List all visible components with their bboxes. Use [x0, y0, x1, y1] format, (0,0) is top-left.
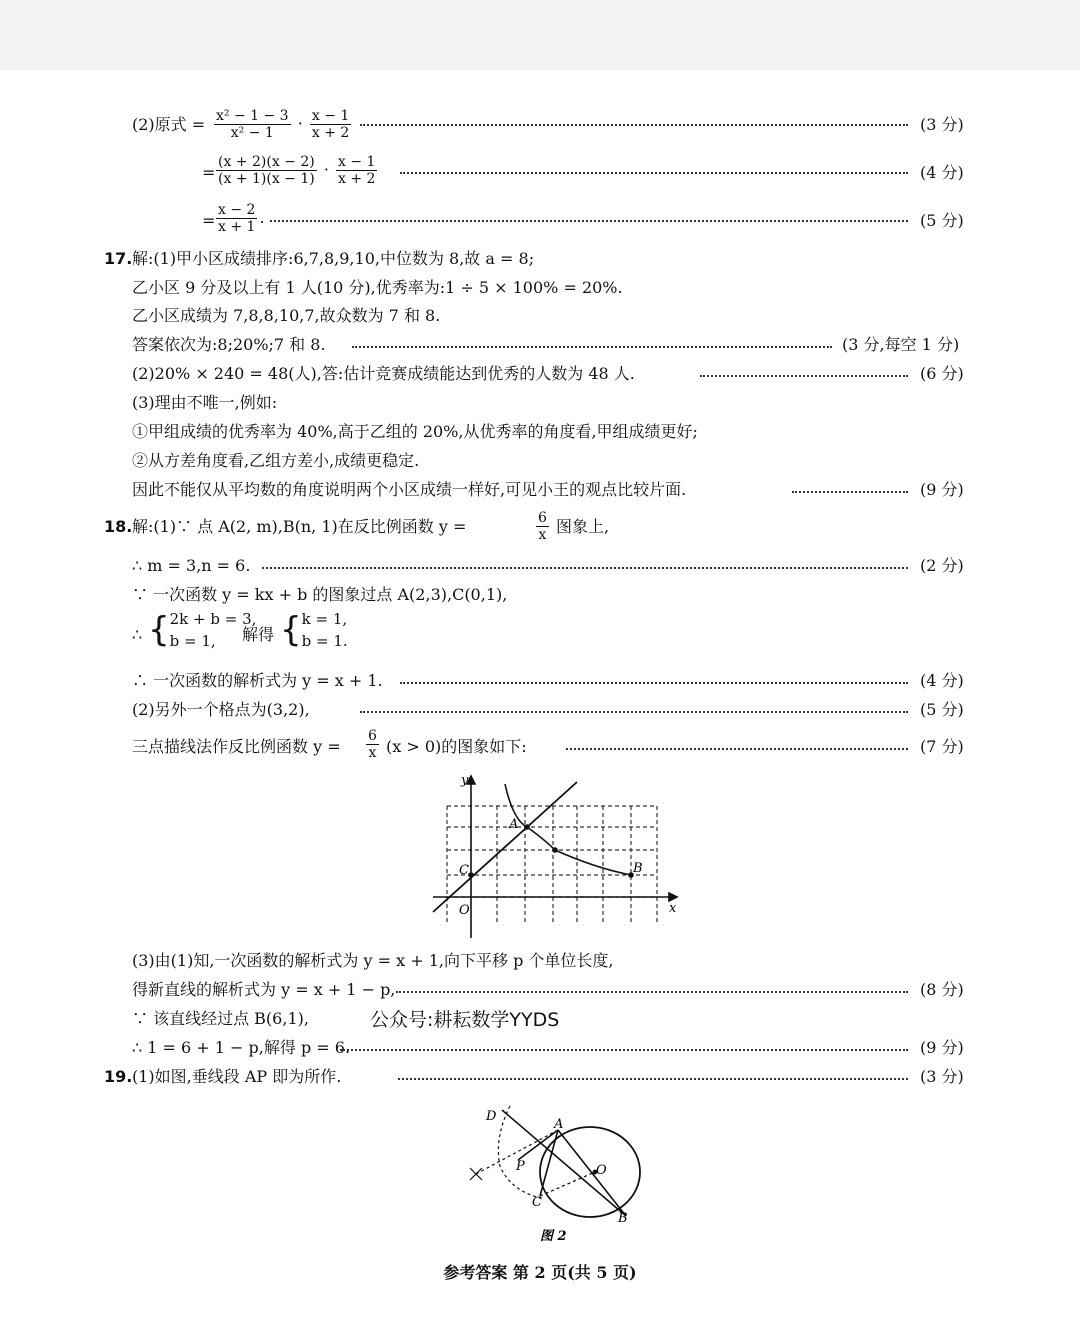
p18-line4: ∴ {2k + b = 3, b = 1, 解得 {k = 1, b = 1. [132, 610, 348, 650]
y-axis-label: y [461, 773, 469, 788]
fraction: $\frac{x - 1}{x + 2}$ [338, 154, 376, 187]
brace-icon: { [280, 610, 302, 650]
leader-dots [398, 1078, 908, 1080]
x-axis-label: x [669, 901, 677, 916]
p16-prefix: (2)原式 = [132, 115, 206, 134]
label-A: A [554, 1117, 564, 1132]
leader-dots [792, 491, 908, 493]
score: (9 分) [920, 480, 964, 499]
score: (7 分) [920, 737, 964, 756]
page-footer: 参考答案 第 2 页(共 5 页) [443, 1263, 637, 1282]
equation-system: {2k + b = 3, b = 1, [148, 610, 257, 650]
leader-dots [352, 346, 832, 348]
line-y-x-plus-1 [433, 782, 577, 912]
answer-page: (2)原式 = $\frac{\text{x² − 1 − 3}}{\text{x² − 1}}$ · $\frac{x - 1}{x + 2}$ (3 分) = $\frac{(x + 2)(x - 2)}{(x + 1)(x - 1)}$ · $\frac{x - 1}{x + 2}$ (4 分) = $\frac{x - 2}{x + 1}$ . (5 分) 17. 解:(1)甲小区成绩排序:6,7,8,9,10,中位数为 8,故 a = 8; 乙小区 9 分及以上有 1 人(10 分),优秀率为:1 ÷ 5 × 100% = 20%. 乙小区成绩为 7,8,8,10,7,故众数为 7 和 8. 答案依次为:8;20%;7 和 8. (3 分,每空 1 分) (2)20% × 240 = 48(人),答:估计竞赛成绩能达到优秀的人数为 48 人. (6 分) (3)理由不唯一,例如: ①甲组成绩的优秀率为 40%,高于乙组的 20%,从优秀率的角度看,甲组成绩更好; ②从方差角度看,乙组方差小,成绩更稳定. 因此不能仅从平均数的角度说明两个小区成绩一样好,可见小王的观点比较片面. (9 分) 18. 解:(1)∵ 点 A(2, m),B(n, 1)在反比例函数 y = $\frac{6}{x}$ 图象上, ∴ m = 3,n = 6. (2 分) ∵ 一次函数 y = kx + b 的图象过点 A(2,3),C(0,1), ∴ {2k + b = 3, b = 1, 解得 {k = 1, b = 1. ∴ 一次函数的解析式为 y = x + 1. (4 分) (2)另外一个格点为(3,2), (5 分) 三点描线法作反比例函数 y = $\frac{6}{x}$ (x > 0)的图象如下: (7 分) y x O A B C (3)由(1)知,一次函数的解析式为 y = x + 1,向下平移 p 个单位长度, 得新直线的解析式为 y = x + 1 − p, (8 分) ∵ 该直线经过点 B(6,1), 公众号:耕耘数学YYDS ∴ 1 = 6 + 1 − p,解得 p = 6. (9 分) 19. (1)如图,垂线段 AP 即为所作. (3 分) D A P O C B 图 2 参考答案 第 2 页(共 5 页) [0, 0, 1080, 1344]
question-number: 18. [104, 517, 133, 536]
top-margin [0, 0, 1080, 70]
segment-AP [518, 1130, 558, 1160]
cross-mark-icon [470, 1168, 482, 1180]
brace-icon: { [148, 610, 170, 650]
point-3-2 [552, 847, 558, 853]
segment-CO [540, 1172, 595, 1196]
figure-caption: 图 2 [540, 1229, 567, 1244]
point-C-label: C [459, 863, 469, 878]
label-B: B [618, 1211, 628, 1226]
score: (9 分) [920, 1038, 964, 1057]
score: (8 分) [920, 980, 964, 999]
fraction: $\frac{6}{x}$ [538, 510, 547, 543]
score: (5 分) [920, 700, 964, 719]
leader-dots [340, 1049, 908, 1051]
fraction: $\frac{x - 2}{x + 1}$ [218, 202, 256, 235]
leader-dots [566, 748, 908, 750]
p16-expr3: $\frac{x - 2}{x + 1}$ . [218, 202, 265, 235]
question-number: 17. [104, 249, 133, 268]
label-C: C [532, 1195, 542, 1210]
point-C [468, 872, 474, 878]
point-A-label: A [509, 817, 519, 832]
fraction: $\frac{(x + 2)(x - 2)}{(x + 1)(x - 1)}$ [218, 154, 315, 187]
segment-AC [540, 1130, 558, 1196]
leader-dots [400, 682, 908, 684]
score: (3 分,每空 1 分) [842, 335, 960, 354]
leader-dots [396, 991, 908, 993]
leader-dots [270, 220, 908, 222]
label-D: D [486, 1109, 497, 1124]
score: (2 分) [920, 556, 964, 575]
score: (5 分) [920, 211, 964, 230]
score: (4 分) [920, 671, 964, 690]
leader-dots [262, 567, 908, 569]
leader-dots [700, 375, 908, 377]
score: (4 分) [920, 163, 964, 182]
score: (3 分) [920, 1067, 964, 1086]
circle-figure [460, 1098, 660, 1248]
p16-expr1: $\frac{\text{x² − 1 − 3}}{\text{x² − 1}}$ · $\frac{x - 1}{x + 2}$ [216, 108, 350, 141]
equation-system: {k = 1, b = 1. [280, 610, 348, 650]
score: (3 分) [920, 115, 964, 134]
score: (6 分) [920, 364, 964, 383]
point-A [524, 824, 530, 830]
leader-dots [360, 124, 908, 126]
fraction: $\frac{x - 1}{x + 2}$ [311, 108, 350, 141]
leader-dots [400, 172, 908, 174]
label-P: P [516, 1159, 525, 1174]
leader-dots [360, 711, 908, 713]
question-number: 19. [104, 1067, 133, 1086]
grid [447, 806, 657, 922]
function-graph [425, 770, 685, 942]
origin-label: O [459, 903, 470, 918]
p16-expr2: $\frac{(x + 2)(x - 2)}{(x + 1)(x - 1)}$ · $\frac{x - 1}{x + 2}$ [218, 154, 376, 187]
point-B-label: B [633, 861, 643, 876]
watermark-text: 公众号:耕耘数学YYDS [370, 1009, 560, 1031]
fraction: $\frac{\text{x² − 1 − 3}}{\text{x² − 1}}$ [216, 108, 289, 141]
construction-arc [498, 1106, 540, 1198]
label-O: O [596, 1163, 607, 1178]
fraction: $\frac{6}{x}$ [368, 728, 377, 761]
